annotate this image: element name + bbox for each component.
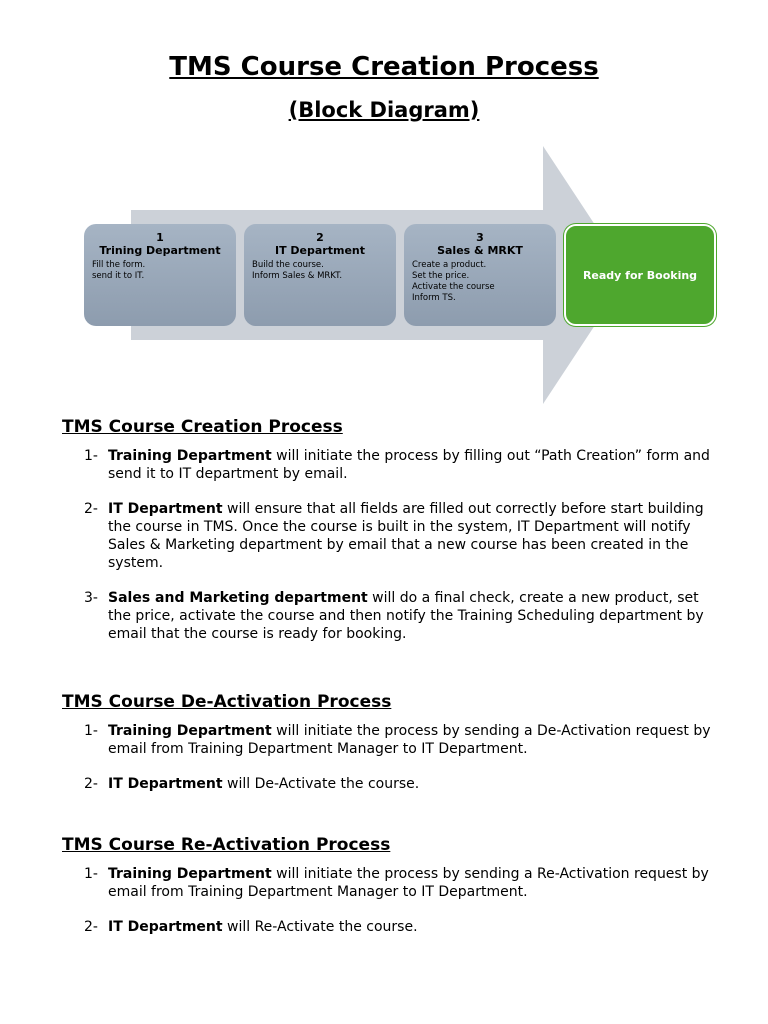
step-number: 2-	[84, 776, 98, 792]
list-item	[62, 865, 712, 901]
step-subject: Training Department	[108, 723, 272, 739]
block-line: Create a product.	[412, 260, 487, 270]
block-line: Build the course.	[252, 260, 324, 270]
step-text: will initiate the process by sending a De-Activation request by email from Training Department Manager to IT Department.	[108, 723, 711, 757]
block-it-department	[244, 224, 396, 326]
list-item	[62, 500, 712, 572]
list-item	[62, 775, 712, 793]
list-item	[62, 918, 712, 936]
step-text: will initiate the process by filling out “Path Creation” form and send it to IT department by email.	[108, 448, 710, 482]
block-line: Fill the form.	[92, 260, 146, 270]
step-number: 1-	[84, 448, 98, 464]
page-title: TMS Course Creation Process	[169, 52, 599, 82]
list-item	[62, 722, 712, 758]
step-text: will Re-Activate the course.	[222, 919, 418, 935]
step-number: 1-	[84, 723, 98, 739]
block-number: 3	[476, 231, 484, 244]
step-text: will ensure that all fields are filled out correctly before start building the course in TMS. Once the course is built in the system, IT Department will notify Sales & Marketing department by email that a new course has been created in the system.	[108, 501, 704, 571]
block-number: 2	[316, 231, 324, 244]
step-number: 1-	[84, 866, 98, 882]
block-name: Trining Department	[99, 244, 221, 257]
block-name: IT Department	[274, 244, 365, 257]
block-training-department	[84, 224, 236, 326]
step-subject: Sales and Marketing department	[108, 590, 368, 606]
block-line: Inform Sales & MRKT.	[252, 271, 343, 281]
step-number: 3-	[84, 590, 98, 606]
step-subject: IT Department	[108, 776, 223, 792]
section-creation	[62, 417, 712, 660]
step-subject: IT Department	[108, 919, 223, 935]
list-item	[62, 447, 712, 483]
step-number: 2-	[84, 501, 98, 517]
step-subject: Training Department	[108, 866, 272, 882]
step-subject: IT Department	[108, 501, 223, 517]
list-item	[62, 589, 712, 643]
block-ready-for-booking: Ready for Booking	[564, 224, 716, 326]
block-line: Activate the course	[412, 282, 495, 292]
section-heading: TMS Course Creation Process	[62, 417, 343, 437]
section-reactivation	[62, 835, 712, 953]
page-subtitle: (Block Diagram)	[288, 98, 480, 122]
step-subject: Training Department	[108, 448, 272, 464]
step-text: will do a final check, create a new product, set the price, activate the course and then notify the Training Scheduling department by email that the course is ready for booking.	[108, 590, 704, 642]
block-name: Sales & MRKT	[437, 244, 523, 257]
step-number: 2-	[84, 919, 98, 935]
step-text: will De-Activate the course.	[222, 776, 420, 792]
section-heading: TMS Course De-Activation Process	[62, 692, 392, 712]
block-sales-mrkt	[404, 224, 556, 326]
section-deactivation	[62, 692, 712, 810]
block-line: Inform TS.	[412, 293, 456, 303]
step-text: will initiate the process by sending a Re-Activation request by email from Training Department Manager to IT Department.	[108, 866, 709, 900]
block-line: Set the price.	[412, 271, 470, 281]
block-number: 1	[156, 231, 164, 244]
block-diagram	[0, 140, 768, 410]
section-heading: TMS Course Re-Activation Process	[62, 835, 391, 855]
block-line: send it to IT.	[92, 271, 145, 281]
